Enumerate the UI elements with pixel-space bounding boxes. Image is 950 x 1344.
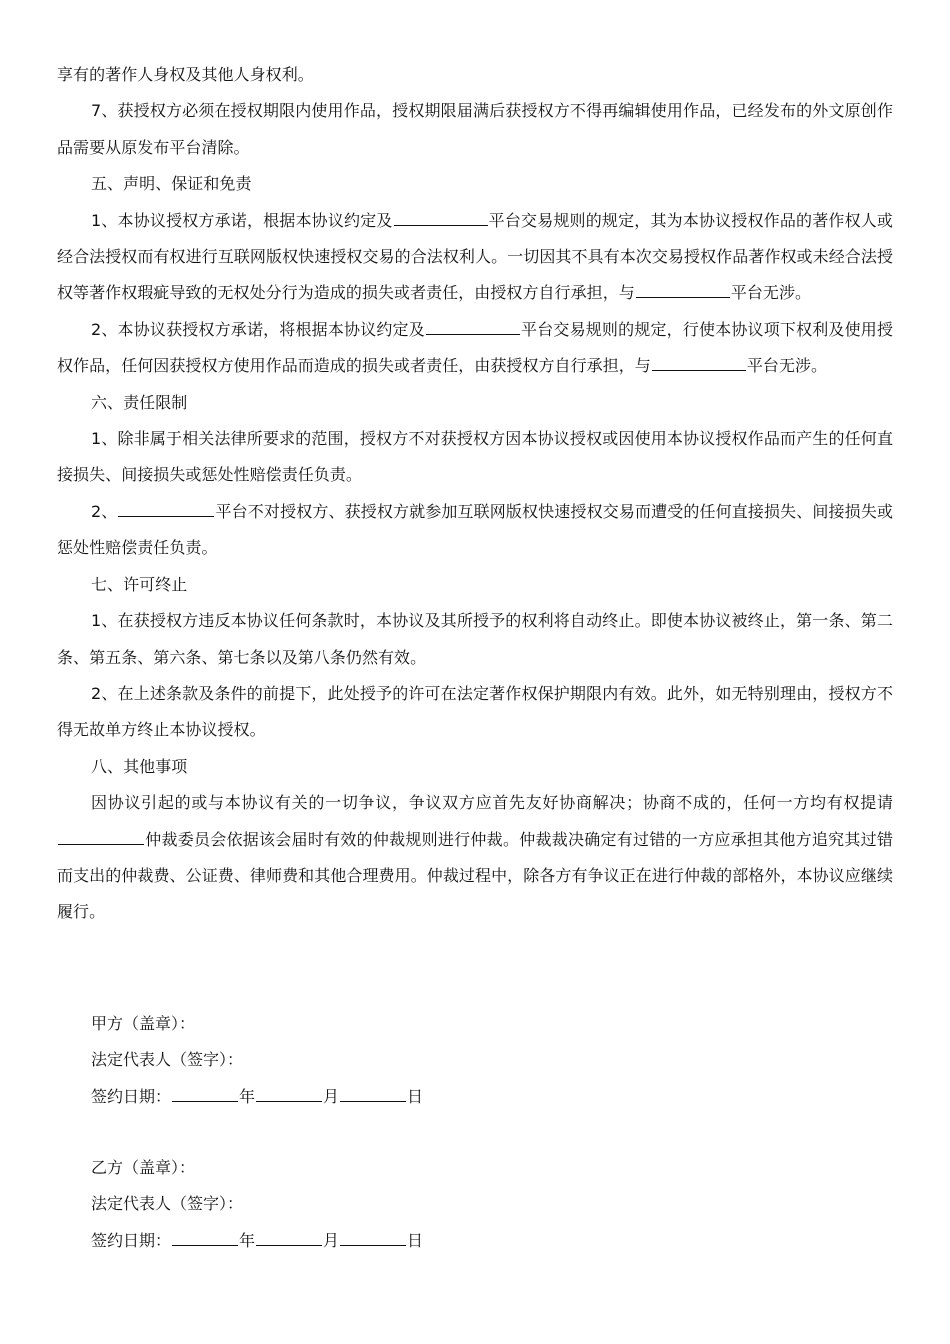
day-label: 日	[407, 1086, 424, 1106]
clause-5-1-text-c: 平台无涉。	[730, 283, 812, 303]
clause-8-text-b: 仲裁委员会依据该会届时有效的仲裁规则进行仲裁。仲裁裁决确定有过错的一方应承担其他方追究其过错而支出的仲裁费、公证费、律师费和其他合理费用。仲裁过程中，除各方有争议正在进行仲裁的部格外，本协议应继续履行。	[57, 829, 893, 922]
party-a-seal-label: 甲方（盖章）：	[91, 1014, 196, 1033]
year-label: 年	[239, 1230, 256, 1250]
year-blank	[172, 1083, 238, 1102]
section-heading-5: 五、声明、保证和免责	[91, 174, 252, 194]
month-label: 月	[323, 1230, 340, 1250]
clause-4-7: 7、获授权方必须在授权期限内使用作品，授权期限届满后获授权方不得再编辑使用作品，已经发布的外文原创作品需要从原发布平台清除。	[57, 101, 893, 157]
clause-5-1-text-b: 平台交易规则的规定，其为本协议授权作品的著作权人或经合法授权而有权进行互联网版权快速授权交易的合法权利人。一切因其不具有本次交易授权作品著作权或未经合法授权等著作权瑕疵导致的无权处分行为造成的损失或者责任，由授权方自行承担，与	[57, 210, 893, 303]
clause-5-1-text-a: 1、本协议授权方承诺，根据本协议约定及	[91, 210, 393, 230]
day-blank	[340, 1083, 406, 1102]
platform-name-blank	[118, 498, 214, 517]
party-a-signature-block	[91, 1006, 691, 1115]
clause-7-2: 2、在上述条款及条件的前提下，此处授予的许可在法定著作权保护期限内有效。此外，如无特别理由，授权方不得无故单方终止本协议授权。	[57, 683, 893, 740]
platform-name-blank	[636, 279, 730, 298]
clause-5-2-text-c: 平台无涉。	[746, 356, 828, 376]
clause-5-2-text-a: 2、本协议获授权方承诺，将根据本协议约定及	[91, 319, 425, 339]
clause-6-1: 1、除非属于相关法律所要求的范围，授权方不对获授权方因本协议授权或因使用本协议授权作品而产生的任何直接损失、间接损失或惩处性赔偿责任负责。	[57, 429, 893, 485]
clause-5-1	[57, 203, 893, 312]
clause-5-2	[57, 312, 893, 385]
day-blank	[340, 1227, 406, 1246]
platform-name-blank	[394, 207, 488, 226]
clause-6-2-text-b: 平台不对授权方、获授权方就参加互联网版权快速授权交易而遭受的任何直接损失、间接损失或惩处性赔偿责任负责。	[57, 501, 893, 558]
month-label: 月	[323, 1086, 340, 1106]
clause-7-1: 1、在获授权方违反本协议任何条款时，本协议及其所授予的权利将自动终止。即使本协议被终止，第一条、第二条、第五条、第六条、第七条以及第八条仍然有效。	[57, 611, 893, 667]
clause-5-2-text-b: 平台交易规则的规定，行使本协议项下权利及使用授权作品，任何因获授权方使用作品而造成的损失或者责任，由获授权方自行承担，与	[57, 319, 894, 376]
year-label: 年	[239, 1086, 256, 1106]
party-a-date-line	[91, 1079, 691, 1115]
party-b-representative-label: 法定代表人（签字）：	[91, 1194, 244, 1214]
clause-8-text-a: 因协议引起的或与本协议有关的一切争议，争议双方应首先友好协商解决；协商不成的，任何一方均有权提请	[91, 793, 893, 813]
day-label: 日	[407, 1230, 424, 1250]
party-b-date-line	[91, 1223, 691, 1259]
clause-6-2-text-a: 2、	[91, 501, 118, 521]
year-blank	[172, 1227, 238, 1246]
party-a-representative-label: 法定代表人（签字）：	[91, 1050, 244, 1070]
party-b-seal-label: 乙方（盖章）：	[91, 1158, 196, 1177]
section-heading-7: 七、许可终止	[91, 574, 188, 594]
arbitration-commission-blank	[58, 826, 144, 845]
section-heading-6: 六、责任限制	[91, 392, 188, 412]
date-label: 签约日期：	[91, 1230, 172, 1250]
platform-name-blank	[652, 352, 746, 371]
month-blank	[256, 1227, 322, 1246]
paragraph-continuation: 享有的著作人身权及其他人身权利。	[57, 65, 314, 84]
date-label: 签约日期：	[91, 1086, 172, 1106]
clause-6-2	[57, 494, 893, 567]
month-blank	[256, 1083, 322, 1102]
document-body	[57, 57, 893, 931]
party-b-signature-block	[91, 1150, 691, 1259]
clause-8	[57, 785, 893, 931]
section-heading-8: 八、其他事项	[91, 756, 188, 776]
platform-name-blank	[426, 316, 520, 335]
